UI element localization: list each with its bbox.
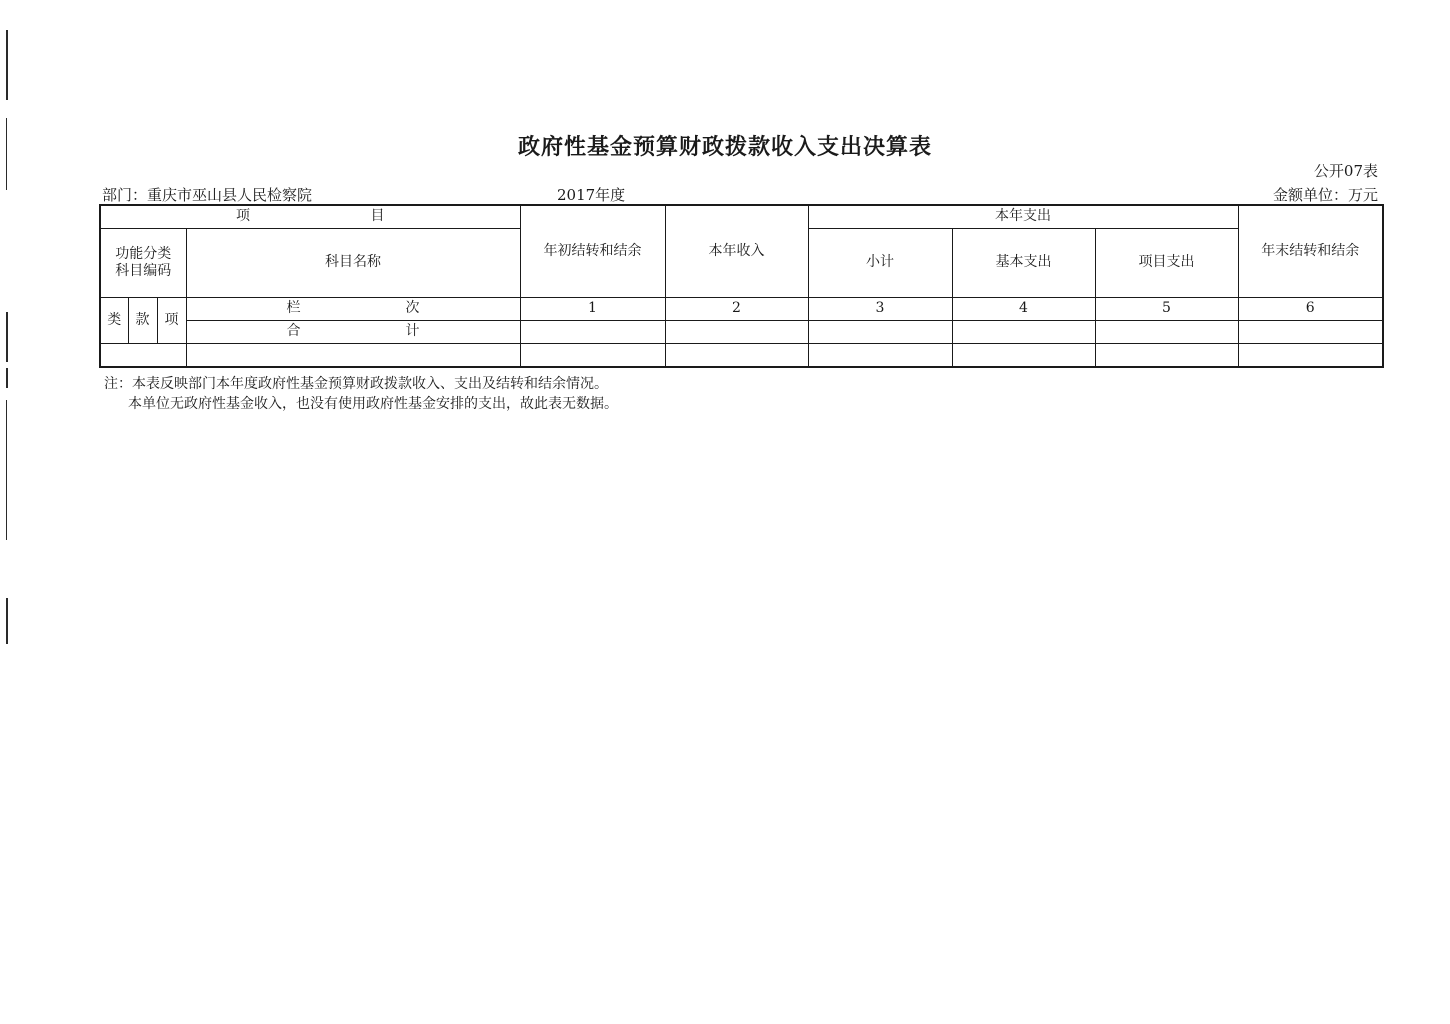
scan-mark: [6, 30, 8, 100]
total-cell: [665, 321, 808, 344]
fiscal-year: 2017年度: [557, 186, 626, 204]
project-expense-header: 项目支出: [1095, 229, 1238, 298]
cls-kuan: 款: [128, 298, 157, 344]
amount-unit: 金额单位：万元: [1272, 186, 1378, 204]
empty-row-cell: [520, 344, 665, 368]
meta-row: [102, 184, 1382, 204]
scan-mark: [6, 400, 7, 540]
empty-row-cell: [186, 344, 520, 368]
col-number: 2: [665, 298, 808, 321]
empty-row-cell: [1095, 344, 1238, 368]
empty-row-cell: [665, 344, 808, 368]
basic-expense-header: 基本支出: [952, 229, 1095, 298]
total-cell: [1238, 321, 1383, 344]
budget-table: [99, 204, 1384, 368]
subtotal-header: 小计: [808, 229, 952, 298]
notes: [104, 374, 618, 414]
opening-balance-header: 年初结转和结余: [520, 205, 665, 298]
note-line: 注：本表反映部门本年度政府性基金预算财政拨款收入、支出及结转和结余情况。: [104, 376, 608, 392]
form-code: 公开07表: [1313, 162, 1378, 180]
func-code-header: 功能分类科目编码: [100, 229, 186, 298]
scan-mark: [6, 312, 8, 362]
total-cell: [520, 321, 665, 344]
subject-name-header: 科目名称: [186, 229, 520, 298]
cls-xiang: 项: [157, 298, 186, 344]
cls-lei: 类: [100, 298, 128, 344]
empty-row-cell: [1238, 344, 1383, 368]
col-number: 1: [520, 298, 665, 321]
total-cell: [952, 321, 1095, 344]
col-number: 3: [808, 298, 952, 321]
col-number: 4: [952, 298, 1095, 321]
current-income-header: 本年收入: [665, 205, 808, 298]
scan-mark: [6, 598, 8, 644]
col-number: 6: [1238, 298, 1383, 321]
page-title: 政府性基金预算财政拨款收入支出决算表: [517, 135, 932, 160]
total-label-cell: 合 计: [186, 321, 520, 344]
empty-row-code-cell: [100, 344, 186, 368]
scan-mark: [6, 368, 8, 388]
column-label-cell: 栏 次: [186, 298, 520, 321]
empty-row-cell: [808, 344, 952, 368]
department-label: 部门：重庆市巫山县人民检察院: [102, 186, 313, 204]
col-number: 5: [1095, 298, 1238, 321]
total-cell: [808, 321, 952, 344]
item-header: 项 目: [100, 205, 520, 229]
note-line: 本单位无政府性基金收入，也没有使用政府性基金安排的支出，故此表无数据。: [128, 396, 618, 412]
total-cell: [1095, 321, 1238, 344]
current-expense-header: 本年支出: [808, 205, 1238, 229]
closing-balance-header: 年末结转和结余: [1238, 205, 1383, 298]
empty-row-cell: [952, 344, 1095, 368]
